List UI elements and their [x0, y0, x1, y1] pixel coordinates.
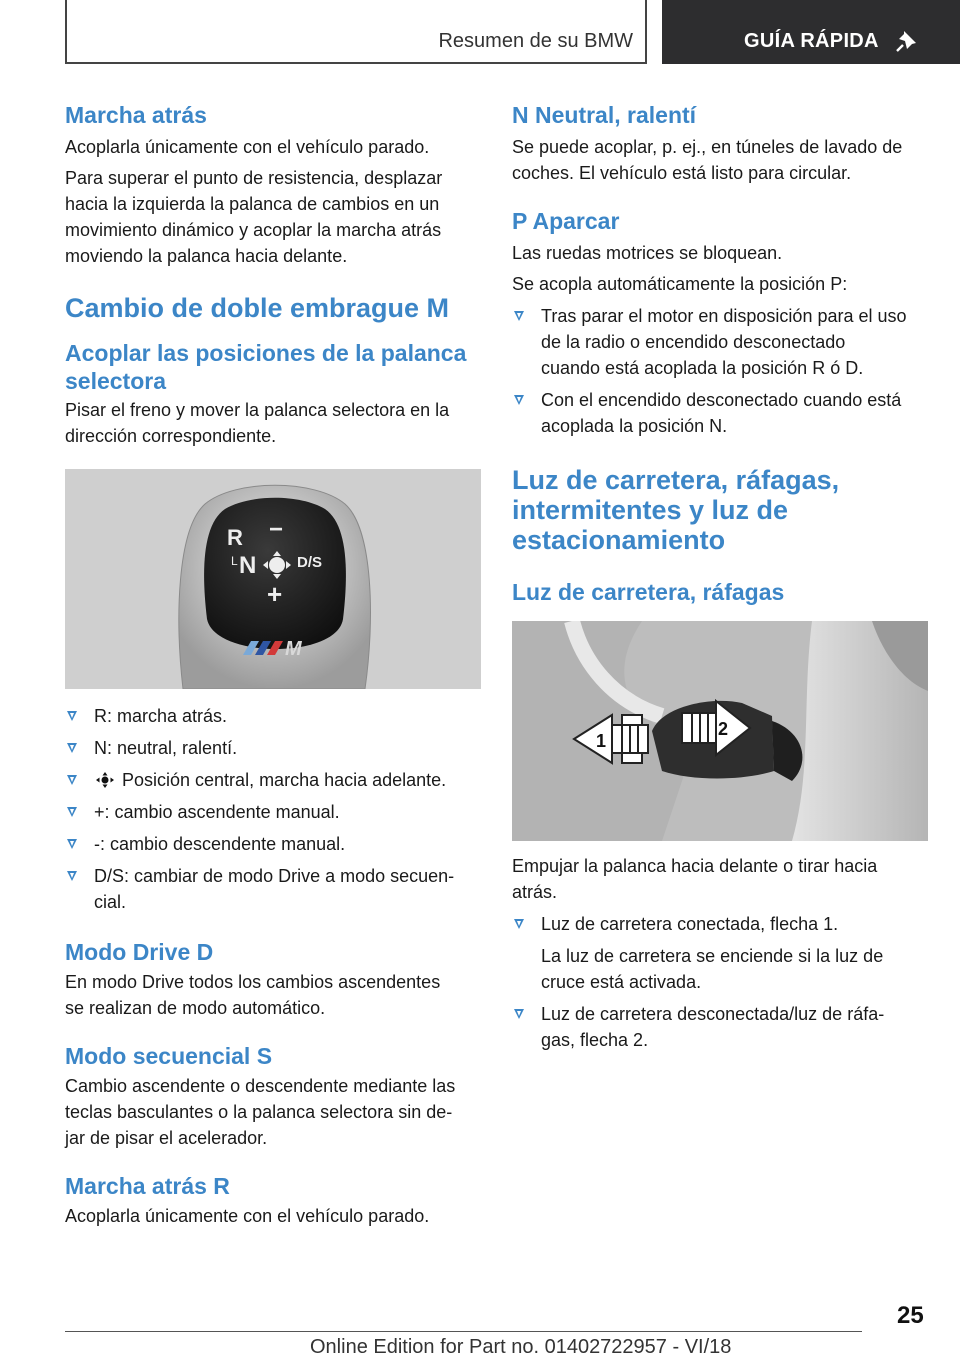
m-logo: M — [285, 638, 302, 660]
list-item — [65, 703, 481, 729]
bullet-arrow-icon — [67, 711, 77, 721]
text-line: hacia la izquierda la palanca de cambios en un — [65, 194, 440, 214]
text-line: moviendo la palanca hacia delante. — [65, 246, 348, 266]
text-line: gas, flecha 2. — [541, 1030, 649, 1050]
text-line: se realizan de modo automático. — [65, 998, 326, 1018]
text-line: Pisar el freno y mover la palanca selectora en la — [65, 400, 450, 420]
heading-luz-carretera — [512, 465, 928, 555]
heading-neutral: N Neutral, ralentí — [512, 102, 697, 128]
gear-label-n: N — [239, 552, 257, 579]
text-line: teclas basculantes o la palanca selectora sin de- — [65, 1102, 453, 1122]
gear-label-l: L — [231, 554, 238, 568]
text-line: Luz de carretera, ráfagas, — [512, 465, 840, 495]
list-item — [65, 767, 481, 793]
list-item — [65, 735, 481, 761]
bullet-arrow-icon — [67, 743, 77, 753]
heading-modo-drive: Modo Drive D — [65, 939, 214, 965]
text-line: intermitentes y luz de — [512, 495, 789, 525]
paragraph — [65, 165, 481, 269]
stalk-image — [512, 621, 928, 841]
list-item-text: +: cambio ascendente manual. — [94, 802, 340, 822]
text-line: La luz de carretera se enciende si la luz de — [541, 946, 884, 966]
text-line: atrás. — [512, 882, 558, 902]
paragraph — [512, 134, 928, 186]
list-item — [65, 863, 481, 915]
gear-label-ds: D/S — [297, 554, 323, 571]
text-line: acoplada la posición N. — [541, 416, 728, 436]
paragraph — [65, 1073, 481, 1151]
list-item-text: Luz de carretera conectada, flecha 1. — [541, 914, 839, 934]
text-line: D/S: cambiar de modo Drive a modo secuen- — [94, 866, 455, 886]
footer-edition: Online Edition for Part no. 01402722957 - VI/18 — [310, 1336, 732, 1358]
bullet-arrow-icon — [67, 839, 77, 849]
paragraph — [512, 853, 928, 905]
list-item — [65, 799, 481, 825]
list-item — [512, 1001, 928, 1053]
heading-cambio-doble-embrague: Cambio de doble embrague M — [65, 293, 450, 323]
list-item — [512, 303, 928, 381]
heading-luz-rafagas: Luz de carretera, ráfagas — [512, 579, 785, 605]
pin-icon — [894, 28, 920, 54]
bullet-arrow-icon — [67, 775, 77, 785]
paragraph: Acoplarla únicamente con el vehículo parado. — [65, 1206, 430, 1226]
page-number: 25 — [897, 1302, 924, 1329]
text-line: selectora — [65, 368, 167, 394]
paragraph: Se acopla automáticamente la posición P: — [512, 274, 848, 294]
list-item — [512, 911, 928, 937]
gear-label-minus: − — [269, 516, 284, 543]
text-line: dirección correspondiente. — [65, 426, 277, 446]
text-line: cruce está activada. — [541, 972, 702, 992]
text-line: Para superar el punto de resistencia, desplazar — [65, 168, 443, 188]
bullet-arrow-icon — [67, 871, 77, 881]
heading-marcha-atras-r: Marcha atrás R — [65, 1173, 230, 1199]
text-line: Cambio ascendente o descendente mediante las — [65, 1076, 456, 1096]
list-item-text: R: marcha atrás. — [94, 706, 228, 726]
bullet-arrow-icon — [514, 395, 524, 405]
stalk-list — [512, 911, 928, 1053]
list-item-text: -: cambio descendente manual. — [94, 834, 346, 854]
text-line: Tras parar el motor en disposición para el uso — [541, 306, 907, 326]
right-column — [512, 100, 928, 1053]
header-guide-title: GUÍA RÁPIDA — [744, 30, 879, 52]
text-line: jar de pisar el acelerador. — [65, 1128, 268, 1148]
heading-modo-secuencial: Modo secuencial S — [65, 1043, 273, 1069]
footer-divider — [65, 1331, 862, 1332]
text-line: cuando está acoplada la posición R ó D. — [541, 358, 864, 378]
parking-list — [512, 303, 928, 439]
bullet-arrow-icon — [514, 1009, 524, 1019]
gear-positions-list — [65, 703, 481, 915]
bullet-arrow-icon — [514, 311, 524, 321]
text-line: movimiento dinámico y acoplar la marcha atrás — [65, 220, 442, 240]
text-line: Empujar la palanca hacia delante o tirar hacia — [512, 856, 878, 876]
paragraph: Acoplarla únicamente con el vehículo parado. — [65, 137, 430, 157]
header-section-title: Resumen de su BMW — [438, 30, 633, 52]
gear-selector-image — [65, 469, 481, 689]
arrow-2-label: 2 — [718, 719, 729, 739]
gear-label-r: R — [227, 525, 243, 550]
text-line: coches. El vehículo está listo para circular. — [512, 163, 852, 183]
text-line: Luz de carretera desconectada/luz de ráfa- — [541, 1004, 885, 1024]
left-column — [65, 100, 481, 1229]
list-item-text: Posición central, marcha hacia adelante. — [122, 770, 447, 790]
center-position-icon — [94, 771, 116, 789]
text-line: Con el encendido desconectado cuando está — [541, 390, 902, 410]
bullet-arrow-icon — [67, 807, 77, 817]
paragraph — [65, 397, 481, 449]
list-item — [65, 831, 481, 857]
gear-label-plus: + — [267, 579, 283, 609]
header-section-box — [65, 0, 647, 64]
text-line: estacionamiento — [512, 525, 726, 555]
arrow-1-label: 1 — [596, 731, 607, 751]
list-item-text: N: neutral, ralentí. — [94, 738, 238, 758]
heading-aparcar: P Aparcar — [512, 208, 620, 234]
header-guide-tab[interactable] — [662, 0, 960, 64]
text-line: En modo Drive todos los cambios ascendentes — [65, 972, 441, 992]
center-position-icon — [269, 557, 285, 573]
bullet-arrow-icon — [514, 919, 524, 929]
paragraph — [65, 969, 481, 1021]
heading-acoplar-posiciones — [65, 339, 481, 395]
list-item — [512, 387, 928, 439]
text-line: Acoplar las posiciones de la palanca — [65, 340, 467, 366]
text-line: Se puede acoplar, p. ej., en túneles de lavado de — [512, 137, 903, 157]
list-item-sub — [512, 943, 928, 995]
text-line: cial. — [94, 892, 127, 912]
heading-marcha-atras: Marcha atrás — [65, 102, 207, 128]
text-line: de la radio o encendido desconectado — [541, 332, 846, 352]
paragraph: Las ruedas motrices se bloquean. — [512, 243, 783, 263]
